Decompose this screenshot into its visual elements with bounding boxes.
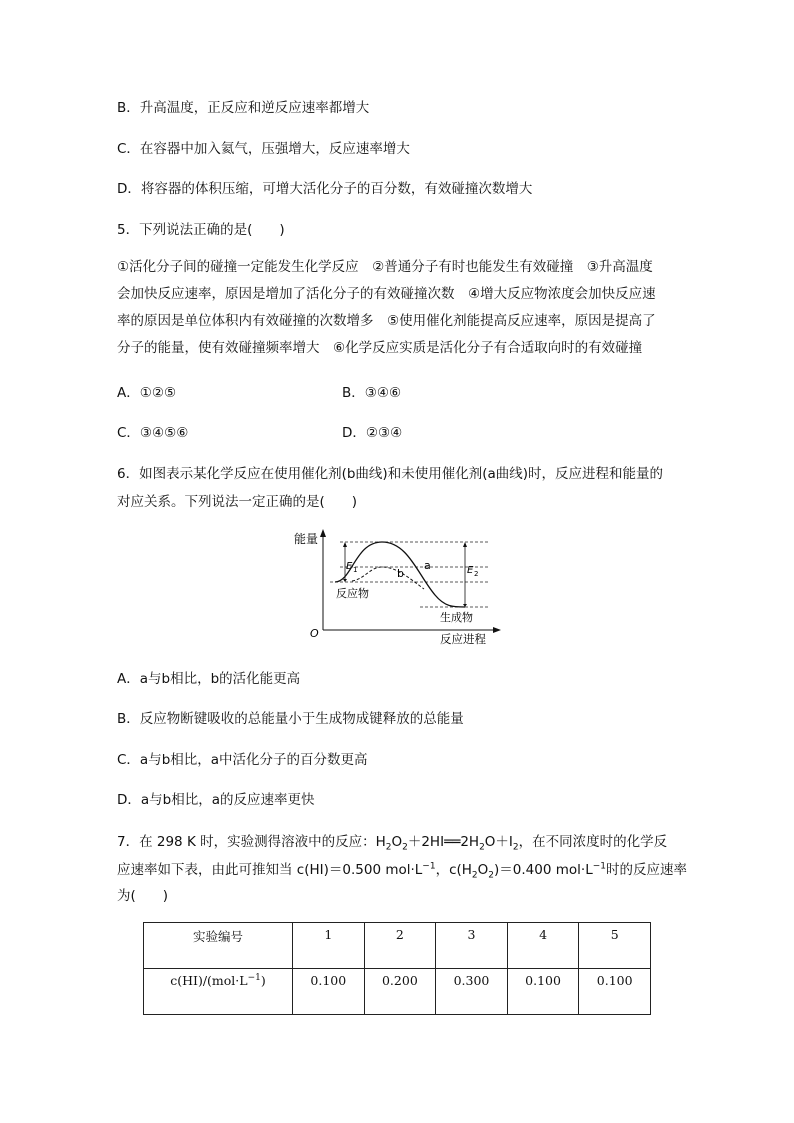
q6-option-b: B．反应物断键吸收的总能量小于生成物成键释放的总能量 [117, 711, 464, 727]
curve-b-catalyzed [352, 567, 424, 589]
curve-a-label: a [424, 559, 431, 572]
q7-stem-line-1: 7．在 298 K 时，实验测得溶液中的反应：$H_2O_2+2HI══2H_2O+I_2$，在不同浓度时的化学反 [117, 834, 668, 853]
q5-option-c: C．③④⑤⑥ [117, 425, 189, 441]
q6-option-d: D．a与b相比，a的反应速率更快 [117, 792, 315, 808]
rate-data-table [143, 922, 651, 1015]
e2-subscript: 2 [474, 570, 479, 578]
energy-diagram [290, 525, 510, 647]
e1-label: E [346, 561, 353, 572]
table-cell: 0.200 [364, 969, 436, 1015]
q7-stem-line-2: 应速率如下表，由此可推知当 c(HI)＝0.500 $mol\cdot L^{-1}$，$c(H_2O_2)=0.400$ $mol\cdot L^{-1}$时的反应速率 [117, 861, 687, 881]
q4-option-c: C．在容器中加入氦气，压强增大，反应速率增大 [117, 141, 410, 157]
table-row-label: $c(HI)/(mol\cdot L^{-1})$ [144, 969, 293, 1015]
table-cell: 0.300 [436, 969, 508, 1015]
table-cell: 0.100 [293, 969, 365, 1015]
product-label: 生成物 [440, 611, 473, 624]
q5-statement-line: ①活化分子间的碰撞一定能发生化学反应 ②普通分子有时也能发生有效碰撞 ③升高温度 [117, 259, 653, 275]
q5-statement-line: 分子的能量，使有效碰撞频率增大 ⑥化学反应实质是活化分子有合适取向时的有效碰撞 [117, 340, 643, 356]
table-row [144, 923, 651, 969]
x-axis-label: 反应进程 [440, 632, 486, 646]
table-header-cell: 2 [364, 923, 436, 969]
table-header-cell: 3 [436, 923, 508, 969]
table-cell: 0.100 [579, 969, 651, 1015]
q4-option-b: B．升高温度，正反应和逆反应速率都增大 [117, 100, 370, 116]
q6-stem-line-2: 对应关系。下列说法一定正确的是( ) [117, 494, 358, 510]
q5-option-d: D．②③④ [342, 425, 403, 441]
q6-option-a: A．a与b相比，b的活化能更高 [117, 671, 301, 687]
table-header-cell: 4 [507, 923, 579, 969]
q6-option-c: C．a与b相比，a中活化分子的百分数更高 [117, 752, 368, 768]
q5-statement-line: 率的原因是单位体积内有效碰撞的次数增多 ⑤使用催化剂能提高反应速率，原因是提高了 [117, 313, 656, 329]
curve-b-label: b [397, 567, 404, 580]
table-header-label: 实验编号 [144, 923, 293, 969]
table-row [144, 969, 651, 1015]
e1-subscript: 1 [353, 566, 358, 574]
q7-stem-line-3: 为( ) [117, 888, 169, 904]
q5-option-a: A．①②⑤ [117, 385, 177, 401]
e2-label: E [467, 565, 474, 576]
x-axis-arrow [493, 627, 501, 633]
reactant-label: 反应物 [336, 587, 369, 600]
q5-statement-line: 会加快反应速率，原因是增加了活化分子的有效碰撞次数 ④增大反应物浓度会加快反应速 [117, 286, 656, 302]
table-cell: 0.100 [507, 969, 579, 1015]
q5-stem: 5．下列说法正确的是( ) [117, 222, 285, 238]
y-axis-arrow [320, 529, 326, 537]
q5-option-b: B．③④⑥ [342, 385, 402, 401]
origin-label: O [310, 627, 319, 640]
y-axis-label: 能量 [294, 532, 319, 546]
table-header-cell: 1 [293, 923, 365, 969]
q6-stem-line-1: 6．如图表示某化学反应在使用催化剂(b曲线)和未使用催化剂(a曲线)时，反应进程和能量的 [117, 466, 663, 482]
table-header-cell: 5 [579, 923, 651, 969]
q5-statements [117, 254, 677, 362]
q4-option-d: D．将容器的体积压缩，可增大活化分子的百分数，有效碰撞次数增大 [117, 181, 533, 197]
